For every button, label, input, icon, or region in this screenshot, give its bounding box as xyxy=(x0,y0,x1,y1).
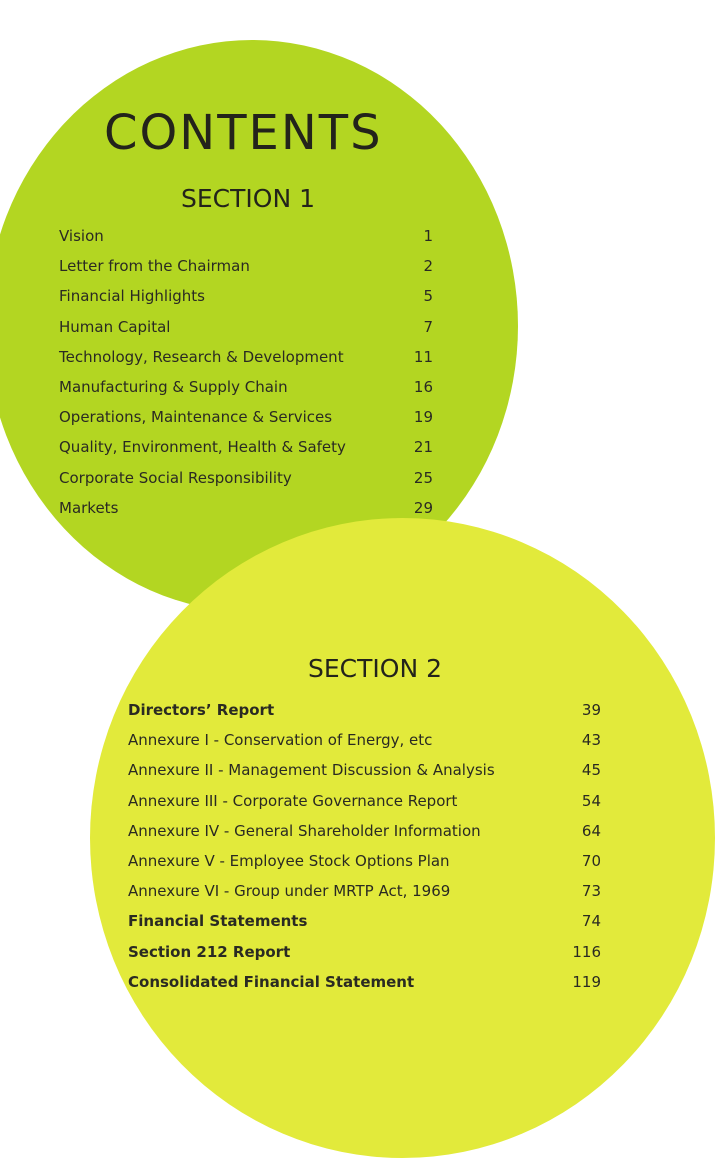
toc-entry[interactable] xyxy=(59,318,433,348)
toc-entry-label: Consolidated Financial Statement xyxy=(128,972,415,991)
toc-entry-page: 74 xyxy=(581,912,601,931)
toc-entry-label: Annexure I - Conservation of Energy, etc xyxy=(128,731,433,750)
toc-entry[interactable] xyxy=(128,973,601,1003)
toc-entry-page: 29 xyxy=(413,498,433,517)
toc-entry-label: Annexure V - Employee Stock Options Plan xyxy=(128,851,450,870)
toc-entry-label: Technology, Research & Development xyxy=(59,347,344,366)
toc-entry-label: Directors’ Report xyxy=(128,701,275,719)
toc-entry[interactable] xyxy=(128,943,601,973)
toc-entry[interactable] xyxy=(59,438,433,468)
toc-entry[interactable] xyxy=(128,792,601,822)
toc-entry-label: Annexure VI - Group under MRTP Act, 1969 xyxy=(128,882,451,901)
page-title: CONTENTS xyxy=(104,105,383,161)
toc-entry[interactable] xyxy=(59,469,433,499)
toc-entry[interactable] xyxy=(128,822,601,852)
toc-entry-page: 1 xyxy=(423,227,433,245)
toc-entry-page: 2 xyxy=(423,257,433,276)
toc-entry-page: 25 xyxy=(413,468,433,487)
toc-entry[interactable] xyxy=(128,882,601,912)
toc-entry[interactable] xyxy=(128,731,601,761)
toc-entry-page: 70 xyxy=(581,851,601,870)
toc-entry-label: Human Capital xyxy=(59,317,171,336)
toc-entry-page: 45 xyxy=(581,761,601,780)
toc-entry-label: Manufacturing & Supply Chain xyxy=(59,377,288,396)
toc-entry-page: 43 xyxy=(581,731,601,750)
toc-entry-label: Annexure III - Corporate Governance Report xyxy=(128,791,458,810)
toc-entry-page: 7 xyxy=(423,317,433,336)
toc-entry[interactable] xyxy=(59,348,433,378)
toc-entry[interactable] xyxy=(128,912,601,942)
toc-entry-label: Quality, Environment, Health & Safety xyxy=(59,438,346,457)
section-2-contents-list xyxy=(128,701,601,1003)
toc-entry-label: Annexure II - Management Discussion & Analysis xyxy=(128,761,495,780)
section-1-contents-list xyxy=(59,227,433,529)
toc-entry-page: 116 xyxy=(572,942,601,961)
toc-entry-page: 19 xyxy=(413,408,433,427)
toc-entry-page: 119 xyxy=(572,972,601,991)
toc-entry-label: Financial Statements xyxy=(128,912,308,931)
toc-entry-label: Markets xyxy=(59,498,119,517)
toc-entry[interactable] xyxy=(59,227,433,257)
toc-entry[interactable] xyxy=(59,257,433,287)
toc-entry[interactable] xyxy=(59,378,433,408)
toc-entry-page: 16 xyxy=(413,377,433,396)
toc-entry-label: Section 212 Report xyxy=(128,942,291,961)
toc-entry-label: Financial Highlights xyxy=(59,287,205,306)
toc-entry-page: 21 xyxy=(413,438,433,457)
toc-entry[interactable] xyxy=(59,408,433,438)
toc-entry-label: Corporate Social Responsibility xyxy=(59,468,292,487)
toc-entry-label: Letter from the Chairman xyxy=(59,257,250,276)
toc-entry-page: 73 xyxy=(581,882,601,901)
toc-entry-label: Annexure IV - General Shareholder Information xyxy=(128,821,481,840)
section-2-heading: SECTION 2 xyxy=(308,654,442,683)
toc-entry-page: 11 xyxy=(413,347,433,366)
toc-entry[interactable] xyxy=(59,499,433,529)
toc-entry-page: 64 xyxy=(581,821,601,840)
toc-entry-page: 54 xyxy=(581,791,601,810)
toc-entry-label: Operations, Maintenance & Services xyxy=(59,408,333,427)
section-1-heading: SECTION 1 xyxy=(181,184,315,213)
toc-entry-label: Vision xyxy=(59,227,104,245)
toc-entry[interactable] xyxy=(128,761,601,791)
toc-entry[interactable] xyxy=(59,287,433,317)
toc-entry-page: 5 xyxy=(423,287,433,306)
toc-entry[interactable] xyxy=(128,852,601,882)
toc-entry[interactable] xyxy=(128,701,601,731)
toc-entry-page: 39 xyxy=(581,701,601,719)
